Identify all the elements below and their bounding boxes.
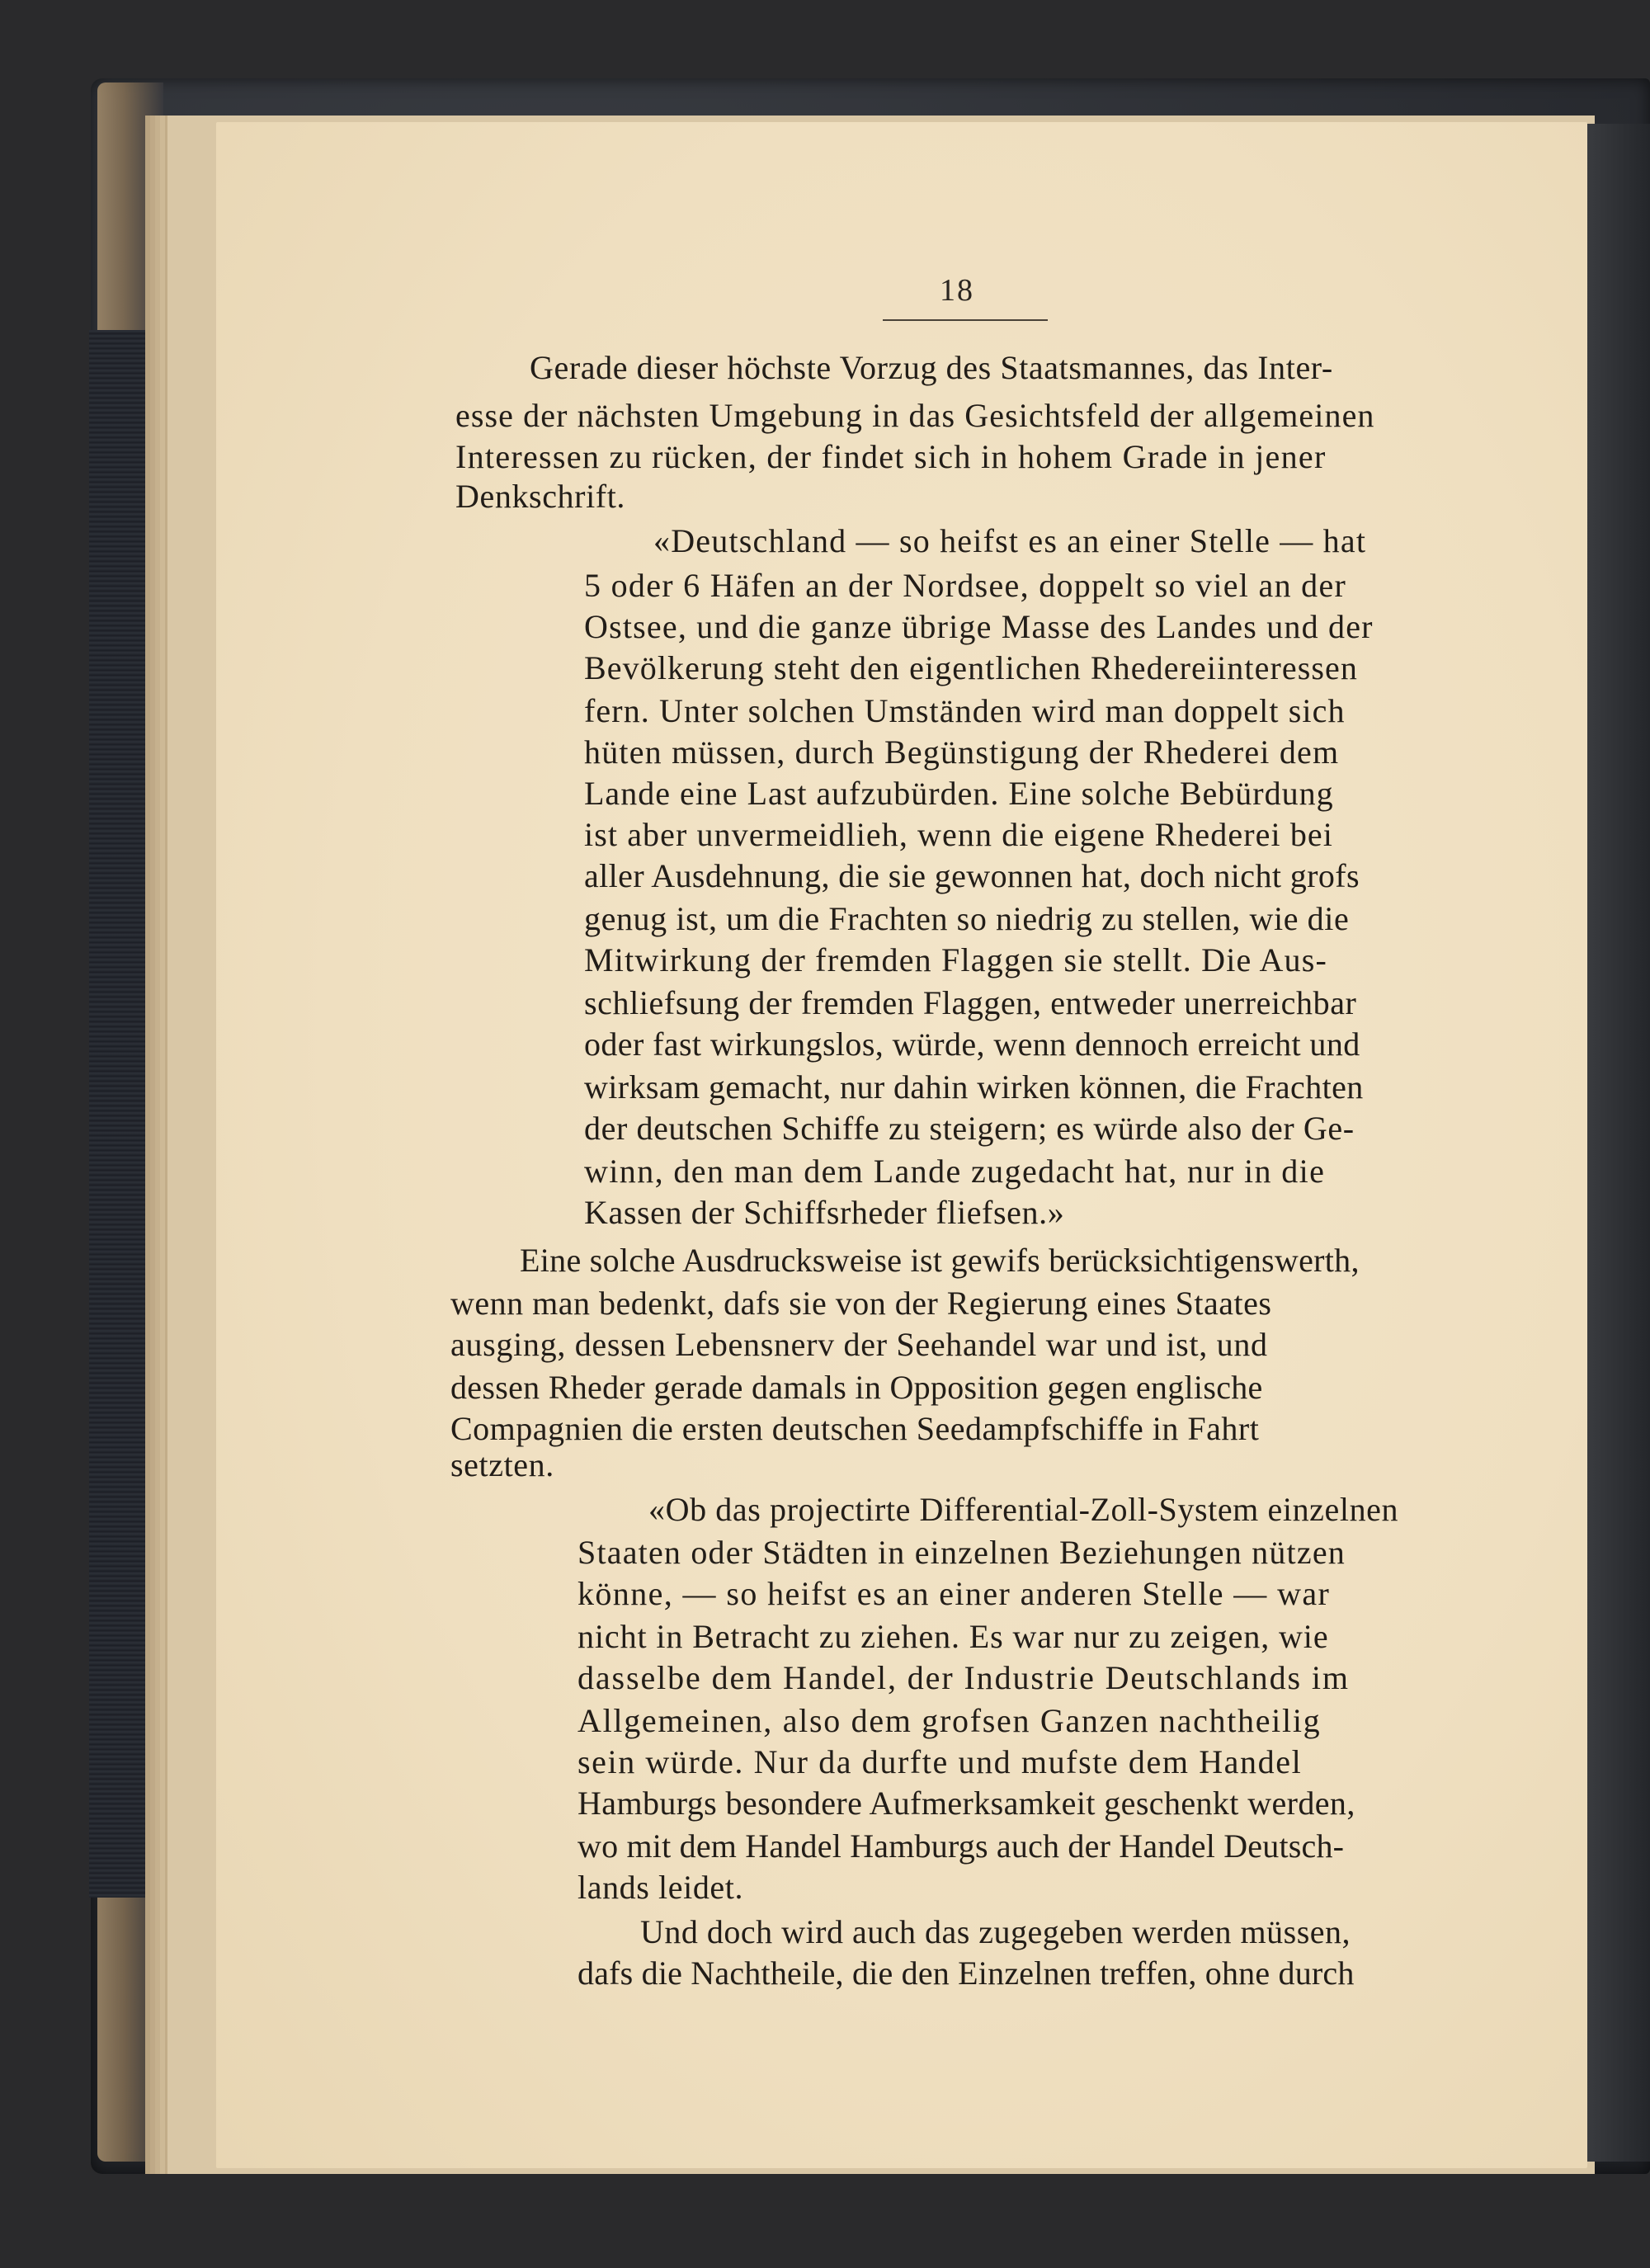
text-line: Gerade dieser höchste Vorzug des Staatsmannes, das Inter- xyxy=(530,349,1333,386)
text-line: «Deutschland — so heifst es an einer Stelle — hat xyxy=(653,522,1367,559)
text-line: esse der nächsten Umgebung in das Gesichtsfeld der allgemeinen xyxy=(455,397,1375,434)
text-line: Und doch wird auch das zugegeben werden müssen, xyxy=(640,1913,1351,1950)
text-line: fern. Unter solchen Umständen wird man doppelt sich xyxy=(584,692,1346,729)
text-line: 5 oder 6 Häfen an der Nordsee, doppelt so viel an der xyxy=(584,567,1347,604)
text-line: Hamburgs besondere Aufmerksamkeit geschenkt werden, xyxy=(578,1785,1355,1822)
text-line: genug ist, um die Frachten so niedrig zu stellen, wie die xyxy=(584,900,1350,937)
text-line: «Ob das projectirte Differential-Zoll-System einzelnen xyxy=(648,1491,1399,1528)
text-line: setzten. xyxy=(450,1446,554,1483)
text-line: dasselbe dem Handel, der Industrie Deutschlands im xyxy=(578,1659,1350,1696)
text-line: Mitwirkung der fremden Flaggen sie stellt. Die Aus- xyxy=(584,941,1328,978)
text-line: Eine solche Ausdrucksweise ist gewifs berücksichtigenswerth, xyxy=(520,1242,1360,1279)
text-line: Ostsee, und die ganze übrige Masse des Landes und der xyxy=(584,608,1374,645)
text-line: Bevölkerung steht den eigentlichen Rhedereiinteressen xyxy=(584,649,1359,686)
text-line: wenn man bedenkt, dafs sie von der Regierung eines Staates xyxy=(450,1285,1272,1322)
header-rule xyxy=(883,319,1048,321)
text-line: lands leidet. xyxy=(578,1869,744,1906)
text-line: Kassen der Schiffsrheder fliefsen.» xyxy=(584,1194,1065,1231)
text-line: der deutschen Schiffe zu steigern; es würde also der Ge- xyxy=(584,1110,1355,1147)
text-line: sein würde. Nur da durfte und mufste dem Handel xyxy=(578,1743,1303,1780)
text-line: ist aber unvermeidlieh, wenn die eigene Rhederei bei xyxy=(584,816,1333,853)
text-line: oder fast wirkungslos, würde, wenn dennoch erreicht und xyxy=(584,1026,1360,1063)
text-line: wo mit dem Handel Hamburgs auch der Handel Deutsch- xyxy=(578,1827,1345,1865)
text-line: könne, — so heifst es an einer anderen Stelle — war xyxy=(578,1575,1331,1612)
text-line: aller Ausdehnung, die sie gewonnen hat, doch nicht grofs xyxy=(584,857,1360,894)
text-line: Staaten oder Städten in einzelnen Beziehungen nützen xyxy=(578,1534,1346,1571)
text-line: dessen Rheder gerade damals in Opposition gegen englische xyxy=(450,1369,1263,1406)
text-line: nicht in Betracht zu ziehen. Es war nur zu zeigen, wie xyxy=(578,1618,1329,1655)
page-number: 18 xyxy=(940,273,974,308)
text-line: Lande eine Last aufzubürden. Eine solche Bebürdung xyxy=(584,775,1334,812)
text-line: ausging, dessen Lebensnerv der Seehandel war und ist, und xyxy=(450,1326,1268,1363)
text-line: schliefsung der fremden Flaggen, entweder unerreichbar xyxy=(584,984,1357,1021)
text-line: Interessen zu rücken, der findet sich in hohem Grade in jener xyxy=(455,438,1327,475)
text-line: Denkschrift. xyxy=(455,478,626,515)
text-line: winn, den man dem Lande zugedacht hat, nur in die xyxy=(584,1153,1326,1190)
text-line: dafs die Nachtheile, die den Einzelnen treffen, ohne durch xyxy=(578,1954,1355,1992)
text-line: Allgemeinen, also dem grofsen Ganzen nachtheilig xyxy=(578,1702,1322,1739)
right-shadow xyxy=(1586,124,1650,2162)
text-line: wirksam gemacht, nur dahin wirken können, die Frachten xyxy=(584,1068,1364,1106)
binding-spine xyxy=(89,330,147,1898)
text-line: hüten müssen, durch Begünstigung der Rhederei dem xyxy=(584,733,1340,771)
text-line: Compagnien die ersten deutschen Seedampfschiffe in Fahrt xyxy=(450,1410,1260,1447)
